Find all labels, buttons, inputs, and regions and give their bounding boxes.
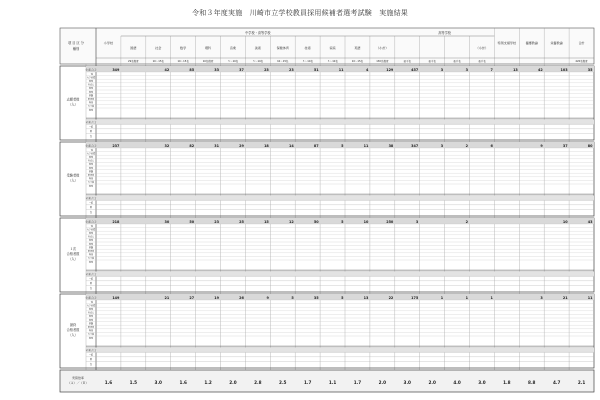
total-cell: 13 — [513, 67, 518, 72]
total-cell: 1 — [440, 295, 444, 300]
total-cell: 33 — [214, 67, 219, 72]
lower-total-shade — [86, 272, 594, 277]
sub-row-label: 特別 — [88, 309, 94, 311]
col-header-count: 10名程度 — [202, 60, 214, 63]
col-header-count: 若干名 — [478, 60, 486, 63]
section-label: （人） — [68, 333, 78, 337]
total-cell: 3 — [440, 143, 444, 148]
total-cell: 38 — [388, 143, 394, 148]
col-header-name: 数学 — [180, 46, 187, 50]
total-cell: 35 — [587, 67, 593, 72]
sub-row-label: 一般 — [88, 149, 94, 152]
total-cell: 21 — [562, 295, 568, 300]
ratio-value: 1.5 — [129, 380, 138, 385]
col-header-name: 社会 — [155, 46, 162, 50]
col-header-name: 音楽 — [229, 46, 237, 50]
total-cell: 15 — [264, 219, 269, 224]
total-cell: 23 — [288, 67, 294, 72]
total-row-shade — [86, 142, 594, 148]
section-label: （人） — [68, 178, 78, 183]
total-cell: 22 — [388, 295, 394, 300]
sub-row-label: 特別 — [88, 81, 94, 83]
total-row-label: 全 県 合 計 — [85, 220, 97, 224]
total-cell: 14 — [288, 143, 294, 148]
sub-row-label: 社会人 — [87, 312, 95, 315]
total-row-label: 全 県 合 計 — [85, 296, 97, 300]
total-cell: 11 — [363, 143, 369, 148]
ratio-value: 1.7 — [353, 380, 362, 385]
ratio-value: 2.0 — [229, 380, 237, 385]
sub-row-label: 教職 — [88, 247, 94, 250]
total-cell: 1 — [490, 295, 493, 300]
sub-row-label: 社会人 — [87, 84, 95, 87]
sub-row-label: 障害者 — [87, 327, 95, 329]
sub-row-label: 社会人 — [87, 236, 95, 239]
total-row-shade — [86, 294, 594, 300]
ratio-label: 実質倍率 — [71, 376, 85, 380]
lower-row-label: 女 — [89, 210, 93, 214]
total-cell: 31 — [214, 143, 219, 148]
sub-row-label: 特別 — [88, 243, 94, 246]
sub-row-label: 大学推薦 — [86, 305, 96, 308]
total-cell: 7 — [490, 67, 493, 72]
total-cell: 11 — [338, 67, 344, 72]
lower-row-label: 一般 — [88, 201, 94, 205]
ratio-value: 8.8 — [528, 380, 536, 385]
sub-row-label: 特別 — [88, 109, 94, 112]
sub-row-label: 大学院 — [87, 182, 95, 185]
col-header-count: ５～10名 — [252, 60, 264, 63]
sub-row-label: 障害者 — [87, 251, 95, 253]
lower-row-label: 女 — [89, 362, 93, 366]
col-header-name: 国語 — [130, 46, 137, 50]
col-header-count: ５～10名 — [227, 60, 239, 63]
col-header-name: 家庭 — [329, 46, 336, 50]
col-header-count: 420名程度 — [575, 60, 588, 63]
total-cell: 27 — [189, 295, 195, 300]
ratio-value: 1.1 — [328, 380, 337, 385]
sub-row-label: 大学院 — [87, 258, 95, 261]
group-high-label: 高等学校 — [438, 31, 451, 35]
row-label-header: 項 目 区 分 — [68, 41, 84, 45]
sub-row-label: 大学推薦 — [86, 229, 96, 232]
total-cell: 12 — [288, 219, 294, 224]
total-cell: 3 — [440, 67, 444, 72]
total-cell: 1 — [465, 295, 468, 300]
sub-row-label: 特別 — [88, 233, 94, 235]
total-cell: 23 — [264, 67, 269, 72]
total-row-label: 全 県 合 計 — [85, 144, 97, 148]
col-header-count: 29名程度 — [128, 60, 139, 63]
col-header-name: 小学校 — [103, 41, 114, 45]
sub-row-label: 障害者 — [87, 99, 95, 101]
total-cell: 5 — [341, 295, 344, 300]
section-label: 受験者数 — [66, 173, 80, 178]
sub-row-label: 特別 — [88, 164, 94, 167]
section-label: （人） — [68, 257, 78, 261]
total-cell: 50 — [189, 219, 195, 224]
total-cell: 349 — [112, 67, 120, 72]
total-cell: 149 — [112, 295, 120, 300]
sub-row-label: 特別 — [88, 319, 94, 322]
total-cell: 23 — [214, 219, 219, 224]
total-cell: 175 — [411, 295, 419, 300]
col-header-name: 養護教諭 — [525, 41, 538, 45]
lower-row-label: 男 — [89, 206, 93, 210]
col-header-name: 技術 — [304, 46, 311, 50]
section-label: 最終 — [69, 323, 77, 327]
lower-row-label: 男 — [89, 130, 93, 134]
ratio-value: 1.2 — [204, 380, 212, 385]
ratio-value: 3.0 — [403, 380, 411, 385]
ratio-value: 1.6 — [179, 380, 187, 385]
sub-row-label: 教職 — [88, 171, 94, 174]
ratio-value: 3.0 — [478, 380, 486, 385]
lower-row-label: 女 — [89, 286, 93, 290]
col-header-name: （小計） — [376, 46, 389, 50]
total-cell: 10 — [562, 219, 568, 224]
col-header-name: 栄養教諭 — [550, 41, 563, 45]
col-header-name: （小計） — [475, 46, 489, 50]
col-header-count: 130名程度 — [376, 60, 389, 63]
ratio-value: 2.0 — [378, 380, 387, 385]
total-cell: 250 — [386, 219, 394, 224]
total-cell: 42 — [164, 67, 170, 72]
total-cell: 103 — [560, 67, 568, 72]
lower-row-label: 全 県 合 計 — [85, 349, 97, 352]
sub-row-label: 大学院 — [87, 334, 95, 337]
sub-row-label: 教職 — [88, 95, 94, 98]
col-header-name: 英語 — [354, 46, 361, 50]
col-header-count: 10～15名 — [277, 60, 289, 63]
total-cell: 19 — [214, 295, 219, 300]
ratio-value: 1.7 — [303, 380, 312, 385]
sub-row-label: 特別 — [88, 254, 94, 257]
total-cell: 82 — [189, 143, 195, 148]
ratio-value: 4.0 — [453, 380, 461, 385]
section-label: １次 — [69, 247, 77, 251]
sub-row-label: 特別 — [88, 91, 94, 94]
total-cell: 18 — [264, 143, 269, 148]
lower-row-label: 一般 — [88, 353, 94, 357]
total-cell: 80 — [587, 143, 593, 148]
total-row-shade — [86, 218, 594, 224]
sub-row-label: 特別 — [88, 167, 94, 170]
col-header-count: 若干名 — [453, 60, 461, 63]
sub-row-label: 教職 — [88, 323, 94, 326]
sub-row-label: 一般 — [88, 301, 94, 304]
col-header-count: 10～15名 — [177, 60, 189, 63]
ratio-value: 1.6 — [104, 380, 113, 385]
total-cell: 35 — [313, 295, 319, 300]
ratio-row-frame — [60, 370, 594, 392]
sub-row-label: 特別 — [88, 337, 94, 340]
sub-row-label: 社会人 — [87, 160, 95, 163]
col-header-name: 特別支援学校 — [497, 41, 517, 45]
ratio-value: 2.1 — [577, 380, 586, 385]
total-cell: 3 — [540, 295, 543, 300]
col-header-count: 若干名 — [403, 60, 412, 63]
sub-row-label: 特別 — [88, 157, 94, 159]
total-cell: 5 — [341, 143, 344, 148]
total-cell: 50 — [313, 219, 319, 224]
lower-row-label: 女 — [89, 134, 93, 138]
total-cell: 85 — [189, 67, 195, 72]
total-cell: 32 — [164, 143, 170, 148]
sub-row-label: 大学推薦 — [86, 77, 96, 80]
sub-row-label: 特別 — [88, 102, 94, 105]
total-cell: 37 — [239, 67, 244, 72]
total-row-label: 全 県 合 計 — [85, 68, 97, 72]
total-cell: 43 — [587, 219, 593, 224]
lower-row-label: 全 県 合 計 — [85, 121, 97, 124]
total-cell: 26 — [239, 295, 244, 300]
ratio-value: 2.5 — [279, 380, 287, 385]
page-title: 令和３年度実施 川崎市立学校教員採用候補者選考試験 実施結果 — [192, 9, 408, 17]
sub-row-label: 特別 — [88, 88, 94, 91]
header-frame — [60, 28, 594, 64]
sub-row-label: 特別 — [88, 240, 94, 243]
col-header-name: 理科 — [204, 46, 212, 50]
col-header-name: 合計 — [578, 41, 585, 45]
total-cell: 11 — [587, 295, 593, 300]
total-cell: 9 — [266, 295, 269, 300]
total-cell: 5 — [291, 295, 294, 300]
section-label: 志願者数 — [66, 97, 80, 102]
total-cell: 30 — [164, 219, 170, 224]
sub-row-label: 特別 — [88, 316, 94, 319]
sub-row-label: 特別 — [88, 178, 94, 181]
total-cell: 9 — [540, 143, 543, 148]
group-midhigh-label: 中学校・高等学校 — [245, 31, 271, 35]
col-header-count: 10～15名 — [351, 60, 364, 63]
lower-row-label: 男 — [89, 358, 93, 362]
sub-row-label: 一般 — [88, 225, 94, 228]
total-cell: 25 — [239, 219, 244, 224]
total-cell: 37 — [562, 143, 568, 148]
sub-row-label: 障害者 — [87, 175, 95, 177]
ratio-label: （Ａ）／（Ｂ） — [67, 381, 89, 385]
col-header-name: 美術 — [254, 46, 261, 50]
lower-total-shade — [86, 348, 594, 353]
col-header-count: ５～10名 — [302, 60, 313, 63]
ratio-value: 1.8 — [503, 380, 511, 385]
total-cell: 29 — [239, 143, 244, 148]
total-cell: 42 — [537, 67, 543, 72]
ratio-value: 2.8 — [254, 380, 262, 385]
sub-row-label: 特別 — [88, 185, 94, 188]
total-cell: 3 — [465, 67, 468, 72]
lower-row-label: 一般 — [88, 277, 94, 281]
ratio-value: 4.7 — [552, 380, 561, 385]
total-cell: 347 — [411, 143, 419, 148]
lower-row-label: 一般 — [88, 125, 94, 129]
total-cell: 3 — [415, 219, 419, 224]
total-cell: 6 — [490, 143, 493, 148]
section-label: 合格者数 — [66, 328, 80, 332]
total-cell: 4 — [366, 67, 369, 72]
row-label-sub: 種別 — [72, 47, 80, 51]
total-cell: 13 — [363, 295, 369, 300]
col-header-count: ５～10名 — [327, 60, 338, 63]
sub-row-label: 大学推薦 — [86, 153, 96, 156]
lower-total-shade — [86, 196, 594, 201]
lower-total-shade — [86, 120, 594, 125]
total-cell: 51 — [313, 67, 319, 72]
col-header-count: 10～15名 — [152, 60, 164, 63]
total-cell: 87 — [313, 143, 319, 148]
total-cell: 5 — [341, 219, 344, 224]
ratio-value: 3.0 — [154, 380, 162, 385]
total-cell: 10 — [363, 219, 369, 224]
total-cell: 129 — [386, 67, 394, 72]
lower-row-label: 全 県 合 計 — [85, 197, 97, 200]
total-cell: 457 — [411, 67, 419, 72]
sub-row-label: 特別 — [88, 261, 94, 264]
total-cell: 21 — [164, 295, 170, 300]
section-label: （人） — [68, 102, 78, 107]
sub-row-label: 特別 — [88, 330, 94, 333]
total-cell: 2 — [465, 219, 468, 224]
total-cell: 218 — [112, 219, 120, 224]
total-cell: 2 — [465, 143, 468, 148]
ratio-value: 2.0 — [428, 380, 436, 385]
sub-row-label: 大学院 — [87, 106, 95, 109]
lower-row-label: 全 県 合 計 — [85, 273, 97, 276]
section-label: 合格者数 — [66, 252, 80, 256]
total-cell: 237 — [112, 143, 120, 148]
lower-row-label: 男 — [89, 282, 93, 286]
col-header-name: 保健体育 — [276, 46, 289, 50]
sub-row-label: 一般 — [88, 73, 94, 76]
col-header-count: 若干名 — [428, 60, 436, 63]
